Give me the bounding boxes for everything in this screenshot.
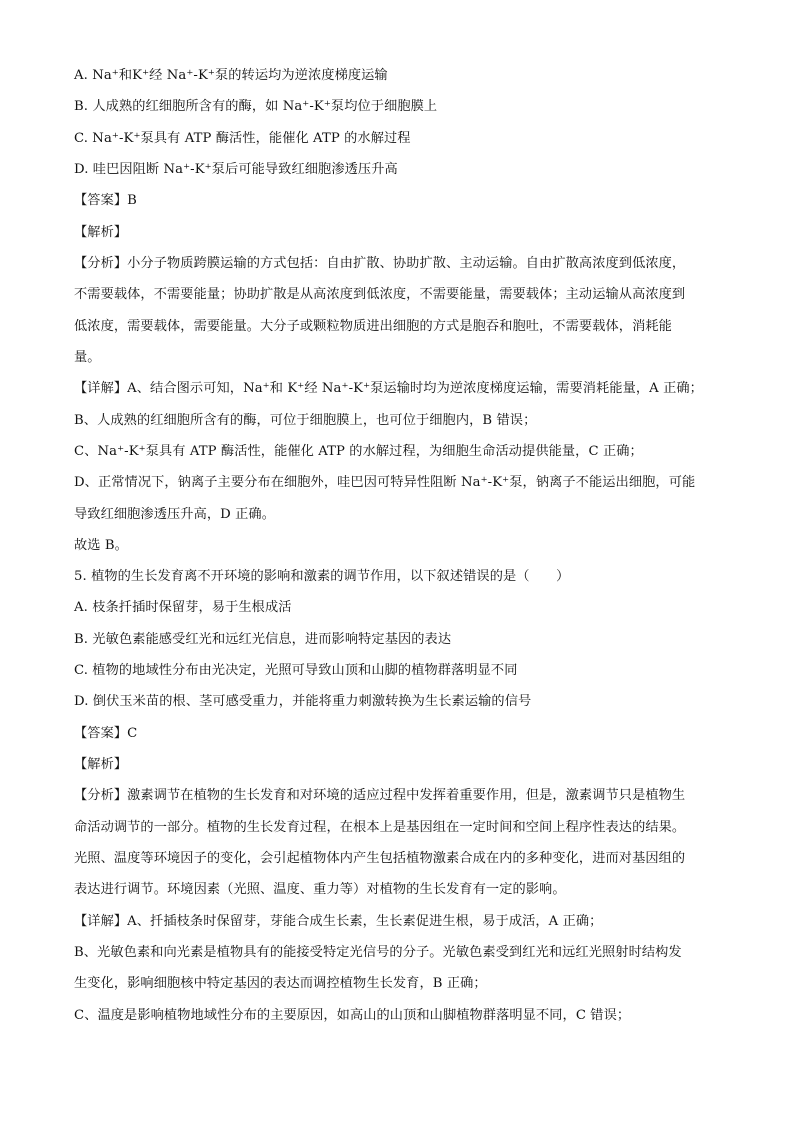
q4-option-d: D. 哇巴因阻断 Na⁺-K⁺泵后可能导致红细胞渗透压升高	[74, 162, 398, 177]
q5-option-b: B. 光敏色素能感受红光和远红光信息，进而影响特定基因的表达	[74, 632, 452, 647]
q5-analysis-line: 【分析】激素调节在植物的生长发育和对环境的适应过程中发挥着重要作用，但是，激素调节只是植物生	[74, 788, 686, 803]
q5-analysis-line: 光照、温度等环境因子的变化，会引起植物体内产生包括植物激素合成在内的多种变化，进而对基因组的	[74, 851, 686, 866]
q5-analysis-line: 命活动调节的一部分。植物的生长发育过程，在根本上是基因组在一定时间和空间上程序性表达的结果。	[74, 820, 686, 835]
q5-detail-line: B、光敏色素和向光素是植物具有的能接受特定光信号的分子。光敏色素受到红光和远红光照射时结构发	[74, 945, 682, 960]
q4-detail-line: C、Na⁺-K⁺泵具有 ATP 酶活性，能催化 ATP 的水解过程，为细胞生命活动提供能量，C 正确；	[74, 444, 643, 459]
q5-analysis-line: 表达进行调节。环境因素（光照、温度、重力等）对植物的生长发育有一定的影响。	[74, 882, 566, 897]
q5-stem: 5. 植物的生长发育离不开环境的影响和激素的调节作用，以下叙述错误的是（ ）	[74, 569, 570, 584]
q5-detail-line: 生变化，影响细胞核中特定基因的表达而调控植物生长发育，B 正确；	[74, 976, 487, 991]
q5-option-d: D. 倒伏玉米苗的根、茎可感受重力，并能将重力刺激转换为生长素运输的信号	[74, 694, 532, 709]
q4-answer: 【答案】B	[74, 193, 137, 208]
q4-jiexi-heading: 【解析】	[74, 225, 128, 240]
q4-detail-line: 导致红细胞渗透压升高，D 正确。	[74, 507, 275, 522]
q4-option-b: B. 人成熟的红细胞所含有的酶，如 Na⁺-K⁺泵均位于细胞膜上	[74, 99, 438, 114]
q5-detail-line: C、温度是影响植物地域性分布的主要原因，如高山的山顶和山脚植物群落明显不同，C 错误；	[74, 1008, 631, 1023]
q4-analysis-line: 低浓度，需要载体，需要能量。大分子或颗粒物质进出细胞的方式是胞吞和胞吐，不需要载体，消耗能	[74, 319, 672, 334]
q5-detail-line: 【详解】A、扦插枝条时保留芽，芽能合成生长素，生长素促进生根，易于成活，A 正确；	[74, 914, 603, 929]
q5-jiexi-heading: 【解析】	[74, 757, 128, 772]
q4-analysis-line: 【分析】小分子物质跨膜运输的方式包括：自由扩散、协助扩散、主动运输。自由扩散高浓度到低浓度，	[74, 256, 686, 271]
q4-conclusion: 故选 B。	[74, 538, 128, 553]
q5-answer: 【答案】C	[74, 726, 138, 741]
q4-detail-line: B、人成熟的红细胞所含有的酶，可位于细胞膜上，也可位于细胞内，B 错误；	[74, 413, 537, 428]
q4-option-c: C. Na⁺-K⁺泵具有 ATP 酶活性，能催化 ATP 的水解过程	[74, 131, 411, 146]
q5-option-c: C. 植物的地域性分布由光决定，光照可导致山顶和山脚的植物群落明显不同	[74, 663, 518, 678]
q4-option-a: A. Na⁺和K⁺经 Na⁺-K⁺泵的转运均为逆浓度梯度运输	[74, 68, 388, 83]
q4-detail-line: 【详解】A、结合图示可知，Na⁺和 K⁺经 Na⁺-K⁺泵运输时均为逆浓度梯度运输，需要消耗能量，A 正确；	[74, 381, 703, 396]
q5-option-a: A. 枝条扦插时保留芽，易于生根成活	[74, 600, 292, 615]
q4-analysis-line: 不需要载体，不需要能量；协助扩散是从高浓度到低浓度，不需要能量，需要载体；主动运输从高浓度到	[74, 287, 686, 302]
q4-analysis-line: 量。	[74, 350, 101, 365]
q4-detail-line: D、正常情况下，钠离子主要分布在细胞外，哇巴因可特异性阻断 Na⁺-K⁺泵，钠离子不能运出细胞，可能	[74, 475, 696, 490]
